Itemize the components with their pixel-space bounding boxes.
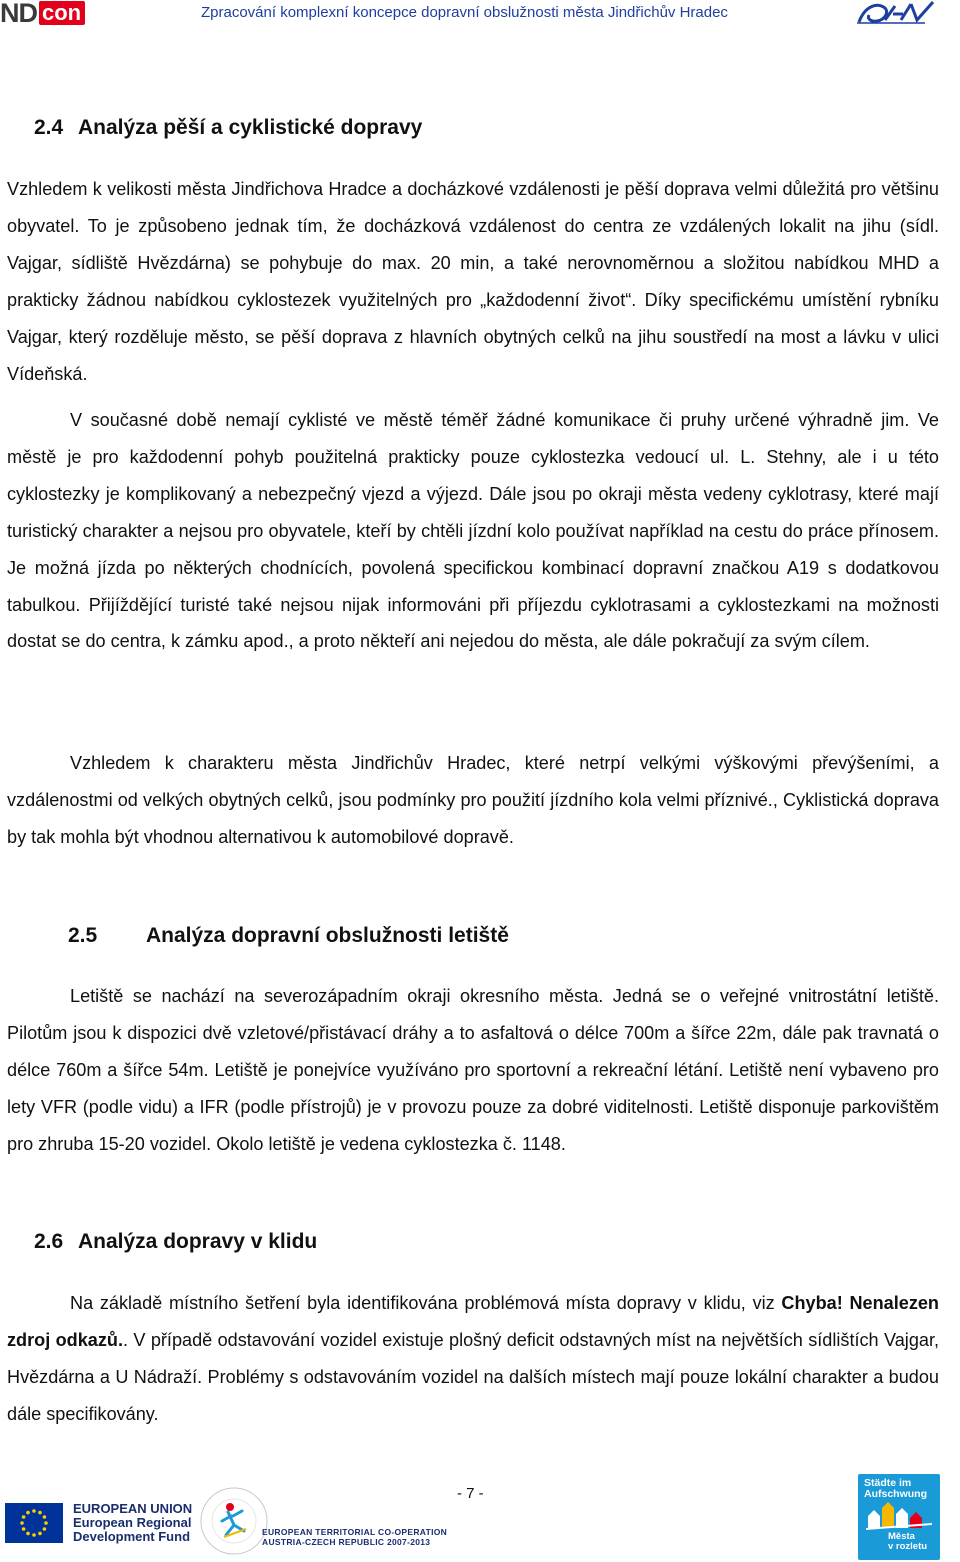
section-heading-2-5 <box>68 924 509 948</box>
paragraph <box>7 402 939 660</box>
eu-fund-text <box>73 1502 192 1544</box>
etc-line-1: EUROPEAN TERRITORIAL CO-OPERATION <box>262 1527 448 1537</box>
section-number: 2.4 <box>34 116 64 139</box>
eu-logo <box>5 1503 192 1543</box>
paragraph-text: Vzhledem k charakteru města Jindřichův Hradec, které netrpí velkými výškovými převýšeními, a vzdálenostmi od velkých obytných celků, jsou podmínky pro použití jízdního kola velmi příznivé., Cyklistická doprava by tak mohla být vhodnou alternativou k automobilové dopravě. <box>7 753 939 847</box>
etc-program-text <box>262 1527 447 1547</box>
paragraph: Vzhledem k velikosti města Jindřichova Hradce a docházkové vzdálenosti je pěší doprava velmi důležitá pro většinu obyvatel. To je způsobeno jednak tím, že docházková vzdálenost do centra ze vzdálených lokalit na jihu (sídl. Vajgar, sídliště Hvězdárna) se pohybuje do max. 20 min, a také nerovnoměrnou a složitou nabídkou MHD a prakticky žádnou nabídkou cyklostezek využitelných pro „každodenní život“. Díky specifickému umístění rybníku Vajgar, který rozděluje město, se pěší doprava z hlavních obytných celků na jihu soustředí na most a lávku v ulici Vídeňská. <box>7 179 939 384</box>
paragraph-text: . V případě odstavování vozidel existuje plošný deficit odstavných míst na největších sídlištích Vajgar, Hvězdárna a U Nádraží. Problémy s odstavováním vozidel na dalších místech mají pouze lokální charakter a budou dále specifikovány. <box>7 1329 939 1424</box>
paragraph <box>7 745 939 856</box>
paragraph-text: Na základě místního šetření byla identifikována problémová místa dopravy v klidu, viz <box>70 1293 782 1313</box>
stadte-title <box>864 1478 927 1500</box>
ndcon-logo-prefix: ND <box>0 0 37 28</box>
ndcon-logo-box: con <box>39 1 85 25</box>
eu-flag-icon <box>5 1503 63 1543</box>
broken-reference-error: Chyba! Nenalezen zdroj odkazů. <box>7 1293 939 1350</box>
stadte-line-2: Aufschwung <box>864 1488 927 1500</box>
page-number: - 7 - <box>457 1485 484 1502</box>
section-heading-2-6 <box>34 1230 317 1254</box>
eu-line-2: European Regional <box>73 1515 192 1530</box>
paragraph <box>7 978 939 1163</box>
section-number: 2.5 <box>68 924 98 947</box>
stadte-im-aufschwung-logo <box>858 1474 940 1560</box>
stadte-line-4: v rozletu <box>888 1541 928 1552</box>
town-skyline-icon <box>866 1502 932 1530</box>
dhv-logo-icon <box>855 0 943 24</box>
stadte-line-1: Städte im <box>864 1477 912 1489</box>
section-heading-2-4 <box>34 116 422 140</box>
etc-line-2: AUSTRIA-CZECH REPUBLIC 2007-2013 <box>262 1537 431 1547</box>
section-title: Analýza dopravní obslužnosti letiště <box>146 924 509 947</box>
cooperation-badge-icon <box>198 1485 270 1557</box>
paragraph-text: V současné době nemají cyklisté ve městě téměř žádné komunikace či pruhy určené výhradně jim. Ve městě je pro každodenní pohyb použitelná prakticky pouze cyklostezka vedoucí ul. L. Stehny, ale i u této cyklostezky je komplikovaný a nebezpečný vjezd a výjezd. Dále jsou po okraji města vedeny cyklotrasy, které mají turistický charakter a nejsou pro obyvatele, kteří by chtěli jízdní kolo používat například na cestu do práce přínosem. Je možná jízda po některých chodnících, povolená specifickou kombinací dopravní značkou A19 s dodatkovou tabulkou. Přijíždějící turisté také nejsou nijak informováni při příjezdu cyklotrasami a cyklostezkami na možnosti dostat se do centra, k zámku apod., a proto někteří ani nejedou do města, ale dále pokračují za svým cílem. <box>7 410 939 652</box>
stadte-line-3: Města <box>888 1531 915 1542</box>
section-title: Analýza pěší a cyklistické dopravy <box>78 116 423 139</box>
ndcon-logo <box>0 0 85 26</box>
stadte-subtitle <box>888 1532 927 1552</box>
document-header-title: Zpracování komplexní koncepce dopravní obslužnosti města Jindřichův Hradec <box>201 4 728 21</box>
page-header <box>0 0 960 30</box>
section-number: 2.6 <box>34 1230 64 1253</box>
eu-line-1: EUROPEAN UNION <box>73 1501 193 1516</box>
paragraph <box>7 1285 939 1433</box>
section-title: Analýza dopravy v klidu <box>78 1230 318 1253</box>
eu-line-3: Development Fund <box>73 1529 191 1544</box>
paragraph-text: Letiště se nachází na severozápadním okraji okresního města. Jedná se o veřejné vnitrostátní letiště. Pilotům jsou k dispozici dvě vzletové/přistávací dráhy a to asfaltová o délce 700m a šířce 22m, dále pak travnatá o délce 760m a šířce 54m. Letiště je ponejvíce využíváno pro sportovní a rekreační létání. Letiště není vybaveno pro lety VFR (podle vidu) a IFR (podle přístrojů) je v provozu pouze za dobré viditelnosti. Letiště disponuje parkovištěm pro zhruba 15-20 vozidel. Okolo letiště je vedena cyklostezka č. 1148. <box>7 986 939 1154</box>
